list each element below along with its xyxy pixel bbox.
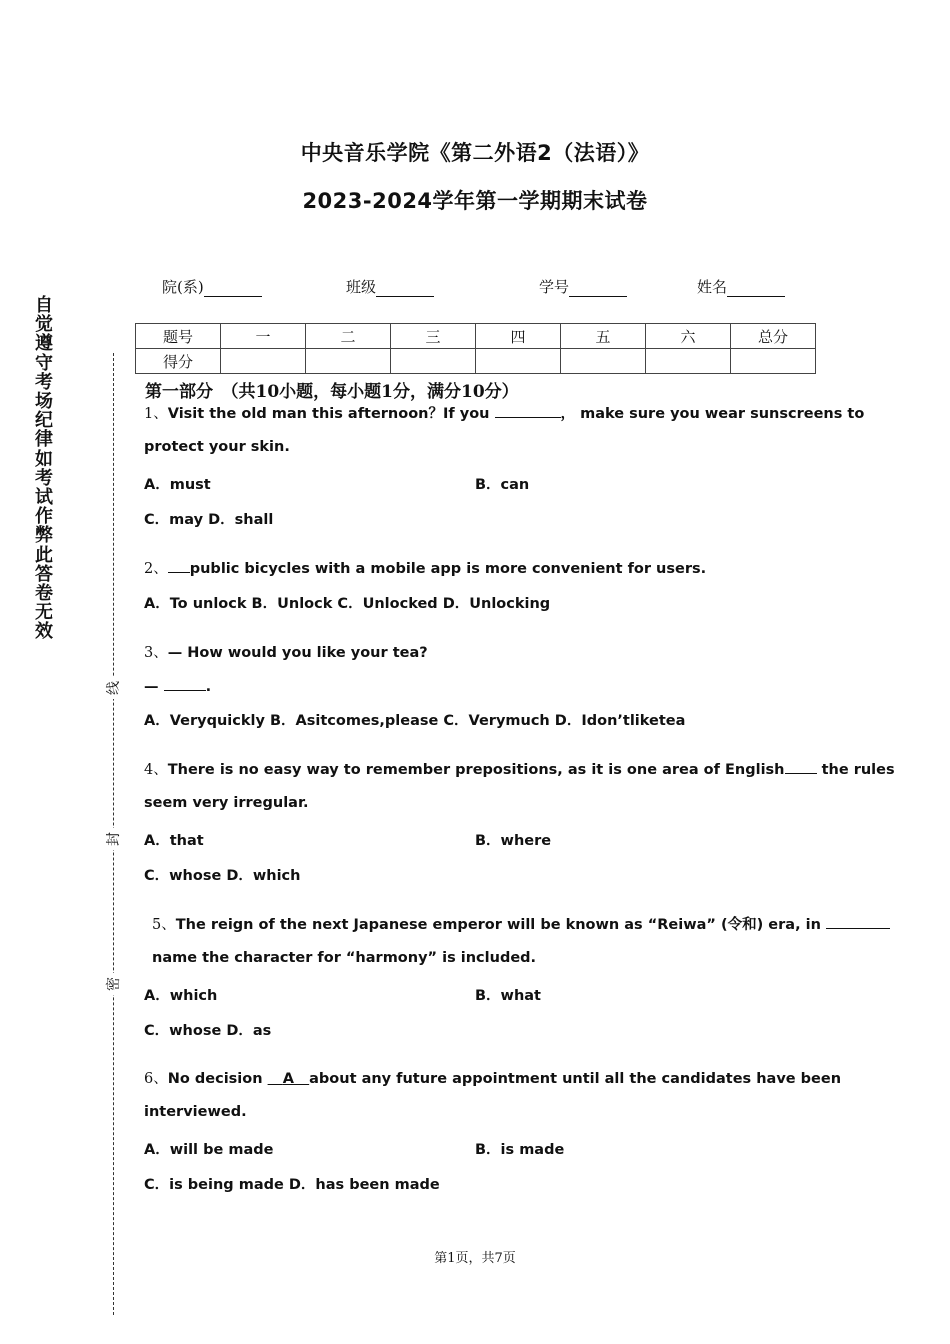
notice-char: 守 <box>35 352 53 374</box>
header-cell: 五 <box>561 324 646 349</box>
header-cell: 一 <box>221 324 306 349</box>
seal-label-secret: 密 <box>104 973 124 995</box>
question-1-option-b[interactable]: B．can <box>475 477 530 493</box>
notice-char: 效 <box>35 621 53 643</box>
question-4-stem: 4、There is no easy way to remember prepositions, as it is one area of English the rules <box>144 758 895 779</box>
student-id-field[interactable]: 学号 <box>539 276 627 297</box>
question-5-stem: 5、The reign of the next Japanese emperor will be known as “Reiwa” (令和) era, in <box>152 913 890 934</box>
question-1-option-cd[interactable]: C．may D．shall <box>144 512 274 528</box>
question-4-option-a[interactable]: A．that <box>144 833 204 849</box>
score-cell[interactable] <box>646 349 731 374</box>
score-table <box>135 323 816 374</box>
score-cell[interactable] <box>306 349 391 374</box>
question-5-option-cd[interactable]: C．whose D．as <box>144 1023 272 1039</box>
score-cell[interactable] <box>476 349 561 374</box>
notice-char: 遵 <box>35 333 53 355</box>
notice-char: 考 <box>35 467 53 489</box>
question-3-reply: — . <box>144 676 211 695</box>
header-cell: 总分 <box>731 324 816 349</box>
question-6-option-a[interactable]: A．will be made <box>144 1142 274 1158</box>
question-3-options[interactable]: A．Veryquickly B．Asitcomes,please C．Verymuch D．Idon’tliketea <box>144 713 686 729</box>
question-6-stem-cont: interviewed. <box>144 1104 247 1120</box>
section-heading: 第一部分 （共10小题，每小题1分，满分10分） <box>145 382 519 402</box>
score-cell[interactable] <box>561 349 646 374</box>
seal-label-line: 线 <box>104 677 124 699</box>
score-cell[interactable] <box>731 349 816 374</box>
class-field[interactable]: 班级 <box>346 276 434 297</box>
question-2-options[interactable]: A．To unlock B．Unlock C．Unlocked D．Unlocking <box>144 596 551 612</box>
question-4-option-b[interactable]: B．where <box>475 833 552 849</box>
notice-char: 场 <box>35 391 53 413</box>
header-cell: 题号 <box>136 324 221 349</box>
question-1-stem-cont: protect your skin. <box>144 439 290 455</box>
header-cell: 四 <box>476 324 561 349</box>
notice-char: 觉 <box>35 314 53 336</box>
notice-char: 如 <box>35 448 53 470</box>
score-table-header-row <box>136 324 816 349</box>
question-4-stem-cont: seem very irregular. <box>144 795 309 811</box>
notice-char: 纪 <box>35 410 53 432</box>
question-6-stem: 6、No decision A about any future appointment until all the candidates have been <box>144 1071 842 1087</box>
name-field[interactable]: 姓名 <box>697 276 785 297</box>
notice-char: 考 <box>35 371 53 393</box>
question-6-option-b[interactable]: B．is made <box>475 1142 565 1158</box>
notice-char: 律 <box>35 429 53 451</box>
question-5-option-a[interactable]: A．which <box>144 988 218 1004</box>
notice-char: 无 <box>35 602 53 624</box>
question-2-stem: 2、 public bicycles with a mobile app is more convenient for users. <box>144 557 706 578</box>
question-1-stem: 1、Visit the old man this afternoon？If you ， make sure you wear sunscreens to <box>144 402 864 423</box>
header-cell: 二 <box>306 324 391 349</box>
filled-answer: A <box>282 1071 294 1087</box>
exam-title-line2: 2023-2024学年第一学期期末试卷 <box>302 189 648 213</box>
notice-char: 卷 <box>35 583 53 605</box>
exam-title-line1: 中央音乐学院《第二外语2（法语）》 <box>300 141 650 165</box>
seal-label-seal: 封 <box>104 828 124 850</box>
question-3-stem: 3、— How would you like your tea? <box>144 645 428 661</box>
header-cell: 六 <box>646 324 731 349</box>
question-5-stem-cont: name the character for “harmony” is included. <box>152 950 537 966</box>
header-cell: 三 <box>391 324 476 349</box>
notice-char: 此 <box>35 544 53 566</box>
score-cell[interactable] <box>391 349 476 374</box>
question-6-option-cd[interactable]: C．is being made D．has been made <box>144 1177 440 1193</box>
question-1-option-a[interactable]: A．must <box>144 477 211 493</box>
department-field[interactable]: 院(系) <box>162 276 262 297</box>
notice-char: 弊 <box>35 525 53 547</box>
question-4-option-cd[interactable]: C．whose D．which <box>144 868 301 884</box>
question-5-option-b[interactable]: B．what <box>475 988 541 1004</box>
answer-blank[interactable] <box>164 676 206 691</box>
answer-blank[interactable] <box>495 403 561 418</box>
score-table-score-row <box>136 349 816 374</box>
answer-blank[interactable] <box>785 759 817 774</box>
notice-char: 答 <box>35 563 53 585</box>
notice-char: 试 <box>35 487 53 509</box>
score-cell[interactable] <box>221 349 306 374</box>
notice-char: 自 <box>35 295 53 316</box>
notice-char: 作 <box>35 506 53 528</box>
score-row-label: 得分 <box>136 349 221 374</box>
page-footer: 第1页，共7页 <box>434 1251 516 1266</box>
side-notice <box>33 296 55 642</box>
answer-blank[interactable] <box>168 558 190 573</box>
answer-blank[interactable] <box>826 914 890 929</box>
